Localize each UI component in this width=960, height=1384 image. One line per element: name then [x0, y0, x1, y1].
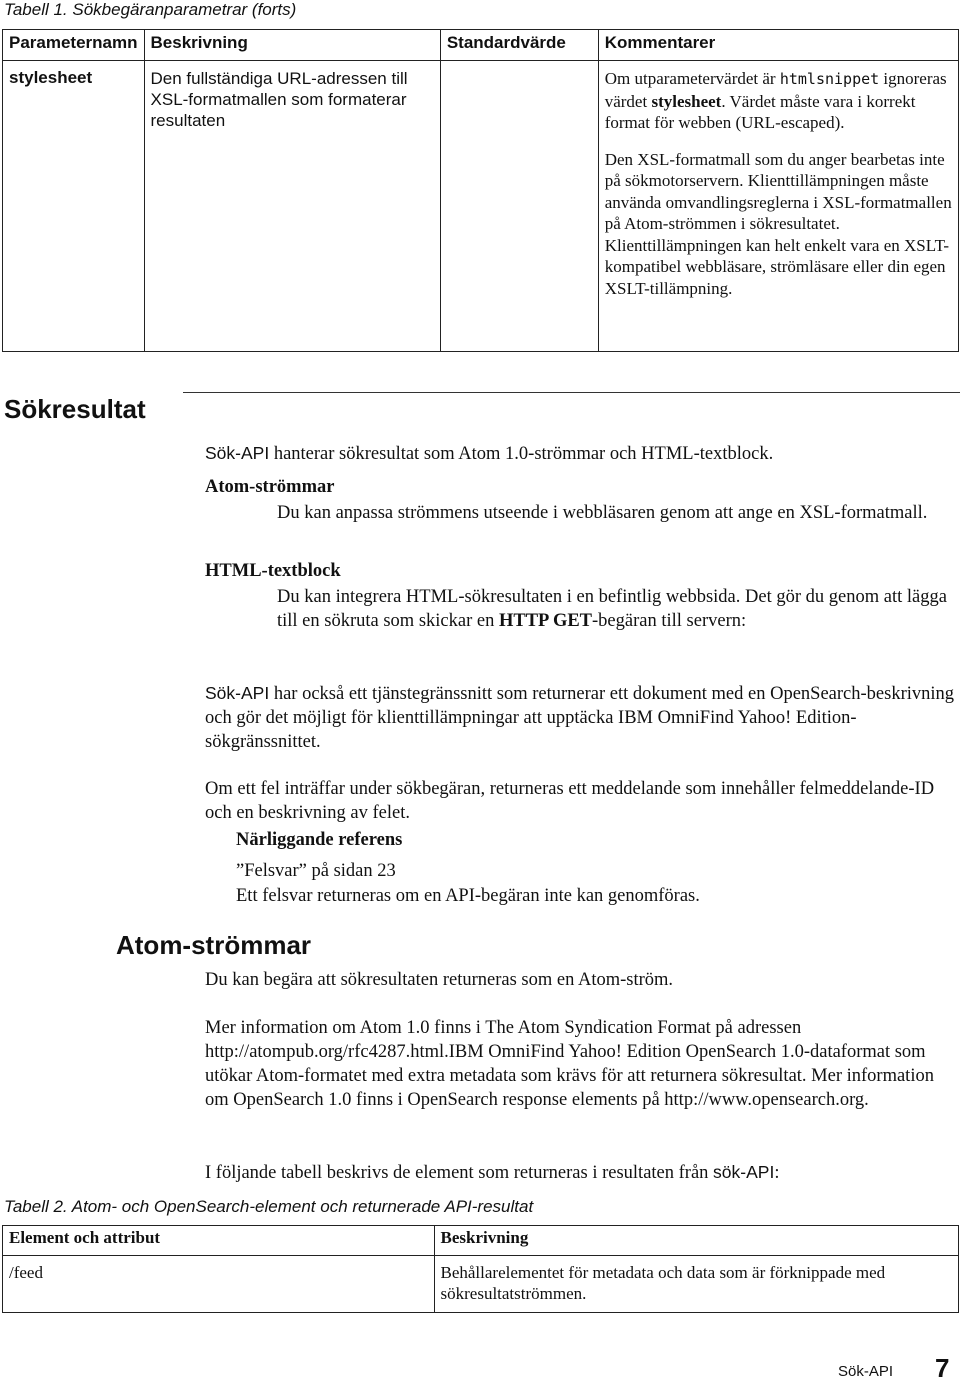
table-row [3, 1256, 959, 1313]
atom-paragraph-2: Mer information om Atom 1.0 finns i The Atom Syndication Format på adressen http://atompub.org/rfc4287.html.IBM OmniFind Yahoo! Edition OpenSearch 1.0-dataformat som utökar Atom-formatet med extra metadata som krävs för att returnera sökresultat. Mer information om OpenSearch 1.0 finns i OpenSearch response elements på http://www.opensearch.org. [205, 1018, 934, 1110]
table-row [3, 61, 959, 352]
column-header: Beskrivning [144, 30, 440, 61]
column-header: Standardvärde [440, 30, 598, 61]
text: har också ett tjänstegränssnitt som returnerar ett dokument med en OpenSearch-beskrivning och gör det möjligt för klienttillämpningar att upptäcka IBM OmniFind Yahoo! Edition-sökgränssnittet. [205, 684, 955, 752]
text: hanterar sökresultat som Atom 1.0-strömmar och HTML-textblock. [269, 444, 774, 464]
comment-paragraph [605, 68, 952, 134]
term-html: HTML-textblock [205, 561, 341, 581]
table1-caption: Tabell 1. Sökbegäranparametrar (forts) [4, 0, 297, 19]
column-header: Kommentarer [598, 30, 958, 61]
parameter-description: Den fullständiga URL-adressen till XSL-formatmallen som formaterar resultaten [144, 61, 440, 352]
table2-caption: Tabell 2. Atom- och OpenSearch-element och returnerade API-resultat [4, 1197, 534, 1216]
table-header-row [3, 30, 959, 61]
bold-http-get: HTTP GET [498, 611, 593, 631]
parameter-default [440, 61, 598, 352]
text: Om utparametervärdet är [604, 69, 780, 88]
section-heading-atom: Atom-strömmar [116, 930, 312, 960]
column-header: Parameternamn [3, 30, 145, 61]
comment-paragraph: Den XSL-formatmall som du anger bearbetas inte på sökmotorservern. Klienttillämpningen måste använda omvandlingsreglerna i XSL-formatmallen på Atom-strömmen i sökresultatet. Klienttillämpningen kan helt enkelt vara en XSLT-kompatibel webbläsare, strömläsare eller din egen XSLT-tillämpning. [604, 149, 952, 298]
code-sok-api: sök-API [713, 1162, 775, 1182]
related-link[interactable]: ”Felsvar” på sidan 23 [236, 861, 396, 881]
bold-stylesheet: stylesheet [651, 91, 722, 111]
atom-paragraph-1: Du kan begära att sökresultaten returneras som en Atom-ström. [205, 970, 674, 990]
code-htmlsnippet: htmlsnippet [779, 70, 880, 88]
code-sok-api: Sök-API [205, 443, 270, 463]
term-atom: Atom-strömmar [205, 477, 335, 497]
text: ignoreras värdet [604, 69, 947, 111]
column-header: Beskrivning [434, 1226, 959, 1256]
parameters-table [2, 29, 959, 352]
atom-paragraph-3 [205, 1160, 955, 1185]
definition-html [277, 585, 953, 633]
parameter-name: stylesheet [3, 61, 145, 352]
text: . Värdet måste vara i korrekt format för webben (URL-escaped). [604, 91, 916, 132]
service-paragraph [205, 681, 957, 754]
text: : [774, 1163, 780, 1183]
text: Du kan integrera HTML-sökresultaten i en befintlig webbsida. Det gör du genom att lägga till en sökruta som skickar en [277, 587, 947, 631]
page-number: 7 [935, 1353, 950, 1383]
text: -begäran till servern: [592, 611, 747, 631]
section-divider [183, 392, 960, 393]
definition-atom: Du kan anpassa strömmens utseende i webbläsaren genom att ange en XSL-formatmall. [277, 503, 928, 523]
related-heading: Närliggande referens [236, 830, 403, 850]
code-sok-api: Sök-API [205, 683, 270, 703]
error-paragraph: Om ett fel inträffar under sökbegäran, returneras ett meddelande som innehåller felmeddelande-ID och en beskrivning av felet. [205, 779, 935, 823]
intro-paragraph [205, 441, 955, 466]
footer-label: Sök-API [838, 1363, 894, 1380]
element-description: Behållarelementet för metadata och data som är förknippade med sökresultatströmmen. [434, 1256, 959, 1313]
parameter-comment [598, 61, 958, 352]
column-header: Element och attribut [3, 1226, 435, 1256]
related-description: Ett felsvar returneras om en API-begäran inte kan genomföras. [236, 886, 700, 906]
text: I följande tabell beskrivs de element som returneras i resultaten från [205, 1163, 714, 1183]
element-name: /feed [3, 1256, 435, 1313]
section-heading-sokresultat: Sökresultat [4, 394, 146, 424]
atom-elements-table [2, 1225, 959, 1313]
table-header-row [3, 1226, 959, 1256]
